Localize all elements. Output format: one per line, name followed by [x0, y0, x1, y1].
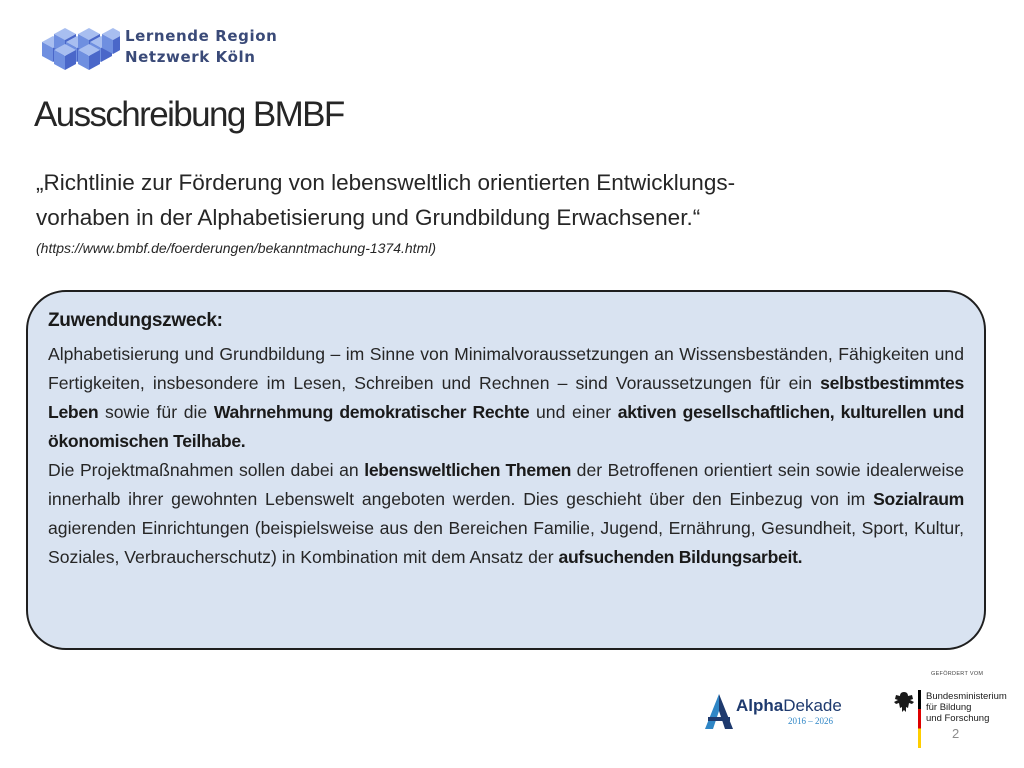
alphadekade-years: 2016 – 2026: [788, 716, 833, 726]
p1-bold-1: selbstbestimmtes Leben: [48, 373, 964, 422]
p2-text-1: Die Projektmaßnahmen sollen dabei an: [48, 460, 365, 480]
lernende-region-logo: [40, 20, 278, 80]
p1-bold-3: aktiven gesellschaftlichen, kulturellen und ökonomischen Teilhabe.: [48, 402, 965, 451]
source-url: (https://www.bmbf.de/foerderungen/bekanntmachung-1374.html): [36, 240, 437, 256]
p2-text-2: der Betroffenen orientiert sein sowie idealerweise innerhalb ihrer gewohnten Lebenswelt angeboten werden. Dies geschieht über den Einbezug von im: [48, 460, 964, 509]
bmbf-line-3: und Forschung: [926, 713, 990, 724]
box-body: [48, 340, 964, 572]
cubes-logo-icon: [40, 20, 120, 80]
paragraph-2: [48, 456, 964, 572]
p1-text-1: Alphabetisierung und Grundbildung – im Sinne von Minimalvoraussetzungen an Wissensbeständen, Fähigkeiten und Fertigkeiten, insbesondere im Lesen, Schreiben und Rechnen – sind Voraussetzungen für ein: [48, 344, 964, 393]
bmbf-line-1: Bundesministerium: [926, 691, 1007, 702]
alphadekade-logo: [704, 692, 884, 732]
logo-line-1: Lernende Region: [125, 27, 278, 45]
german-flag-stripe: [918, 690, 921, 748]
box-title: Zuwendungszweck:: [48, 310, 223, 331]
page-title: Ausschreibung BMBF: [34, 95, 344, 134]
p1-text-3: und einer: [529, 402, 618, 422]
funded-by-label: GEFÖRDERT VOM: [931, 671, 984, 677]
logo-line-2: Netzwerk Köln: [125, 48, 256, 66]
paragraph-1: [48, 340, 964, 456]
page-number: 2: [952, 726, 960, 741]
dekade-word: Dekade: [783, 696, 842, 715]
p1-bold-2: Wahrnehmung demokratischer Rechte: [213, 402, 530, 422]
funding-purpose-box: [26, 290, 986, 650]
guideline-quote: [36, 165, 936, 235]
p2-text-3: agierenden Einrichtungen (beispielsweise aus den Bereichen Familie, Jugend, Ernährung, Gesundheit, Sport, Kultur, Soziales, Verbraucherschutz) in Kombination mit dem Ansatz der: [48, 518, 964, 567]
quote-line-1: „Richtlinie zur Förderung von lebensweltlich orientierten Entwicklungs-: [36, 170, 736, 195]
p2-bold-1: lebensweltlichen Themen: [364, 460, 572, 480]
bmbf-logo: [893, 690, 1007, 750]
alpha-a-icon: [704, 692, 734, 730]
federal-eagle-icon: [893, 690, 915, 714]
p2-bold-3: aufsuchenden Bildungsarbeit.: [558, 547, 803, 567]
p1-text-2: sowie für die: [98, 402, 214, 422]
alpha-word: Alpha: [736, 696, 784, 715]
p2-bold-2: Sozialraum: [873, 489, 964, 509]
quote-line-2: vorhaben in der Alphabetisierung und Grundbildung Erwachsener.“: [36, 205, 701, 230]
logo-text: [125, 26, 277, 68]
bmbf-name: [926, 691, 1007, 724]
bmbf-line-2: für Bildung: [926, 702, 972, 713]
alphadekade-name: [736, 696, 842, 716]
